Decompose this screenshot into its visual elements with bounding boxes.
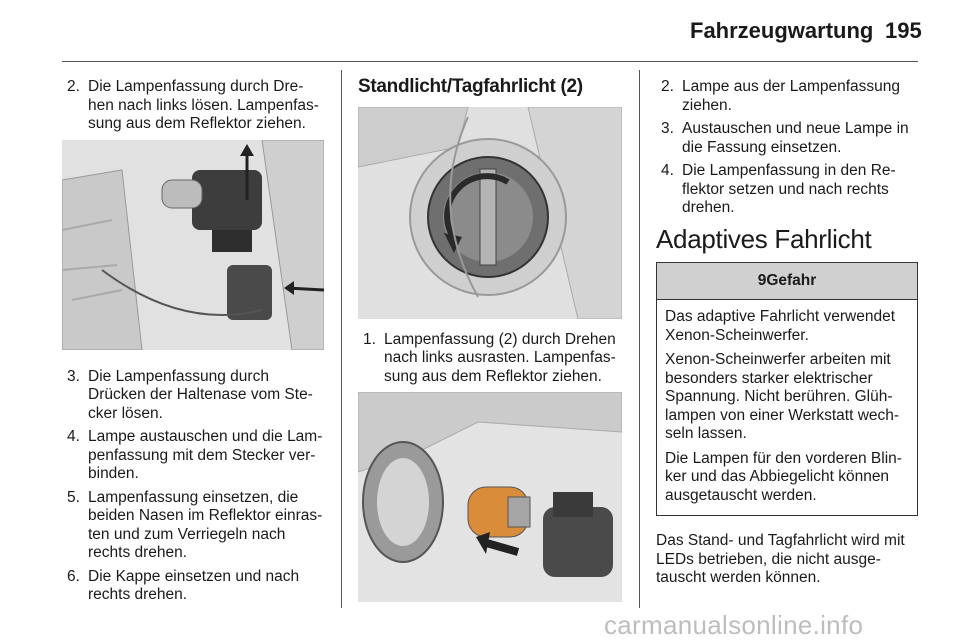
list-item: 4. Lampe austauschen und die Lam-penfassung mit dem Stecker ver-binden. [67, 428, 323, 482]
list-item: 1. Lampenfassung (2) durch Drehen nach links ausrasten. Lampenfas-sung aus dem Reflektor ziehen. [363, 330, 616, 385]
page-header [0, 0, 960, 62]
section-heading-adaptives-fahrlicht: Adaptives Fahrlicht [656, 223, 872, 254]
column-divider-2 [639, 70, 640, 608]
steps-list-top [62, 78, 328, 134]
list-item: 3. Austauschen und neue Lampe in die Fassung einsetzen. [661, 120, 909, 156]
watermark-text: carmanualsonline.info [604, 610, 864, 640]
list-item: 2. Die Lampenfassung durch Dre-hen nach links lösen. Lampenfas-sung aus dem Reflektor ziehen. [67, 78, 319, 132]
parking-light-illustration [358, 107, 622, 319]
led-note: Das Stand- und Tagfahrlicht wird mit LEDs betrieben, die nicht ausge-tauscht werden können. [656, 532, 905, 586]
section-heading-standlicht: Standlicht/Tagfahrlicht (2) [358, 76, 583, 97]
warning-symbol-icon: 9 [757, 272, 767, 289]
lamp-removal-illustration [358, 392, 622, 602]
column-2 [358, 78, 624, 602]
column-divider-1 [341, 70, 342, 608]
header-divider [62, 61, 918, 62]
page-number: 195 [885, 18, 922, 43]
bulb-holder-illustration [62, 140, 324, 350]
warning-paragraph: Xenon-Scheinwerfer arbeiten mit besonders starker elektrischer Spannung. Nicht berühren. Glüh-lampen von einer Werkstatt wech-seln lassen. [665, 351, 900, 442]
steps-list [358, 331, 624, 387]
list-item: 5. Lampenfassung einsetzen, die beiden Nasen im Reflektor einras-ten und zum Verriegeln nach rechts drehen. [67, 488, 323, 561]
bulb-holder-drawing [62, 140, 324, 350]
warning-header [657, 263, 917, 300]
steps-list [656, 78, 918, 218]
warning-paragraph: Die Lampen für den vorderen Blin-ker und das Abbiegelicht können ausgetauscht werden. [665, 449, 902, 504]
warning-body [657, 300, 917, 515]
list-item: 2. Lampe aus der Lampenfassung ziehen. [661, 78, 901, 114]
list-item: 4. Die Lampenfassung in den Re-flektor setzen und nach rechts drehen. [661, 162, 896, 216]
warning-paragraph: Das adaptive Fahrlicht verwendet Xenon-Scheinwerfer. [665, 308, 896, 344]
column-1 [62, 78, 328, 610]
danger-warning-box [656, 262, 918, 516]
parking-light-drawing [358, 107, 622, 319]
lamp-removal-drawing [358, 392, 622, 602]
column-3 [656, 78, 918, 588]
list-item: 3. Die Lampenfassung durch Drücken der Haltenase vom Ste-cker lösen. [67, 367, 313, 422]
steps-list-bottom [62, 368, 328, 605]
warning-title: Gefahr [766, 272, 817, 289]
section-title: Fahrzeugwartung [690, 18, 874, 43]
list-item: 6. Die Kappe einsetzen und nach rechts drehen. [67, 567, 300, 603]
